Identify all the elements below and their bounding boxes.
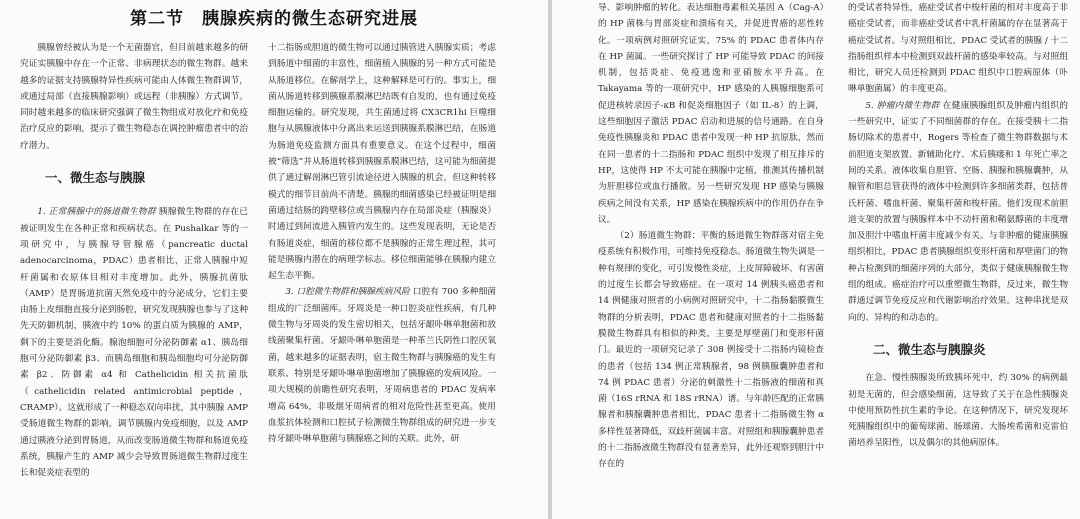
paragraph: 胰腺微生物群的存在已被证明发生在各种正常和疾病状态。在 Pushalkar 等的一项研究中，与胰腺导管腺癌（pancreatic ductal adenocarcinoma，PDAC）患者相比，正常人胰腺中短杆菌属和衣原体目相对丰度增加。此外，胰腺抗菌肽（AMP）是胃肠道抗菌天然免疫中的分泌成分，它们主要由肠上皮细胞直接分泌到肠腔，研究发现胰腺也参与了这种先天防御机制，胰液中约 10% 的蛋白质为胰腺的 AMP，剩下的主要是消化酶。腺泡细胞可分泌防御素 α1、胰岛细胞可分泌防御素 β3、而胰岛细胞和胰岛细胞均可分泌防御素 β2、防御素 α4 和 Cathelicidin 相关抗菌肽（cathelicidin related antimicrobial peptide，CRAMP）。这就形成了一种稳态双向串扰，其中胰腺 AMP 受肠道微生物群的影响，调节胰腺内免疫细胞，以及 AMP 通过胰液分泌到胃肠道，从而改变肠道微生物群和肠道免疫系统，胰腺产生的 AMP 减少会导致胃肠道微生物群过度生长和促炎症表型的 xyxy=(20,207,248,479)
intro-paragraph: 胰腺曾经被认为是一个无菌器官，但目前越来越多的研究证实胰腺中存在一个正常、非病理状态的微生物群。越来越多的证据支持胰腺特异性疾病可能由人体微生物群调节，或通过局部（直接胰腺影响）或远程（非胰腺）方式调节。同时越来越多的临床研究强调了微生物组成对放化疗和免疫治疗反应的影响，提示了微生物稳态在调控肿瘤患者中的治疗潜力。 xyxy=(20,43,248,151)
column-2 xyxy=(268,40,496,447)
paragraph: 在急、慢性胰腺炎所致胰坏死中，约 30% 的病例最初是无菌的，但会感染细菌，这导致了关于在急性胰腺炎中使用预防性抗生素的争论。在这种情况下，研究发现坏死胰腺组织中的葡萄球菌、肠球菌、大肠埃希菌和克雷伯菌培养呈阳性，以及偶尔的其他病原体。 xyxy=(848,373,1068,449)
paragraph: 的受试者特异性，癌症受试者中梭杆菌的相对丰度高于非癌症受试者，而非癌症受试者中乳杆菌属的存在显著高于癌症受试者。与对照组相比，PDAC 受试者的胰腺 / 十二指肠组织样本中检测到双歧杆菌的感染率较高。与对照组相比，研究人员还检测到 PDAC 组织中口腔病原体（卟啉单胞菌属）的丰度更高。 xyxy=(848,3,1068,95)
column-1 xyxy=(20,40,248,481)
paragraph: 在健康胰腺组织及肿瘤内组织的一些研究中，证实了不同细菌群的存在。在接受胰十二指肠切除术的患者中，Rogers 等检查了微生物群数据与术前胆道支架放置、新辅助化疗、术后胰瘘和 1 年死亡率之间的关系。液体收集自胆管、空肠、胰腺和胰腺囊肿，从腺管和胆总管获得的液体中检测到许多细菌类群，包括普氏杆菌、嗜血杆菌、聚集杆菌和梭杆菌。他们发现术前胆道支架的放置与胰腺样本中不动杆菌和鞘氨醇菌的丰度增加及胆汁中嗜血杆菌丰度减少有关。与非肿瘤的健康胰腺组织相比，PDAC 患者胰腺组织变形杆菌和厚壁菌门的物种占检测到的细菌序列的大部分，类似于健康胰腺微生物组的组成。癌症治疗可以重塑微生物群，反过来，微生物群通过调节免疫反应和代谢影响治疗效果。这种串扰是双向的、异构的和动态的。 xyxy=(848,100,1068,323)
column-3 xyxy=(598,0,824,473)
heading-microecology-pancreatitis: 二、微生态与胰腺炎 xyxy=(873,341,986,357)
section-title: 第二节 胰腺疾病的微生态研究进展 xyxy=(130,9,418,29)
subheading-normal-pancreas: 1. 正常胰腺中的肠道微生物群 xyxy=(37,207,156,218)
paragraph: （2）肠道微生物群：平衡的肠道微生物群落对宿主免疫系统有积极作用，可维持免疫稳态。肠道微生物失调是一种有规律的变化，可引发慢性炎症，上皮屏障破坏、有害菌的过度生长都会导致癌症。在一项对 14 例胰头癌患者和 14 例健康对照者的小病例对照研究中，十二指肠黏膜微生物群的分析表明，PDAC 患者和健康对照者的十二指肠黏膜微生物群具有相似的种类，主要是厚壁菌门和变形杆菌门。最近的一项研究记录了 308 例接受十二指肠内镜检查的患者（包括 134 例正常胰腺者，98 例胰腺囊肿患者和 74 例 PDAC 患者）分泌的刺激性十二指肠液的细菌和真菌（16S rRNA 和 18S rRNA）谱。与年龄匹配的正常胰腺者和胰腺囊肿患者相比，PDAC 患者十二指肠微生物 α 多样性显著降低，双歧杆菌属丰富。对照组和胰腺囊肿患者的十二指肠液微生物群没有显著差异，此外还观察到胆汁中存在的 xyxy=(598,231,824,470)
heading-microecology-pancreas: 一、微生态与胰腺 xyxy=(45,170,146,186)
paragraph: 导、影响肿瘤的转化。表达细胞毒素相关基因 A（Cag-A）的 HP 菌株与胃部炎症和溃疡有关，并促进胃癌的恶性转化。一项病例对照研究证实，75% 的 PDAC 患者体内存在 HP 菌属。一些研究探讨了 HP 可能导致 PDAC 的间接机制，包括炎症、免疫逃逸和亚硝胺水平升高。在 Takayama 等的一项研究中，HP 感染的人胰腺细胞系可促进核转录因子-κB 和促炎细胞因子（如 IL-8）的上调，这些细胞因子激活 PDAC 启动和进展的信号通路。在自身免疫性胰腺炎和 PDAC 患者中发现一种 HP 抗原肽，然而在同一患者的十二指肠和 PDAC 组织中发现了相互排斥的 HP，这使得 HP 不太可能在胰腺中定植，推测其传播机制为肝胆移位或血行播散。另一些研究发现 HP 感染与胰腺疾病之间没有关系，HP 感染在胰腺疾病中的作用仍存在争议。 xyxy=(598,3,824,225)
paragraph: 十二指肠或胆道的微生物可以通过胰管进入胰腺实质；考虑到肠道中细菌的丰富性，细菌植入胰腺的另一种方式可能是从肠道移位。在解剖学上，这种解释是可行的。事实上，细菌从肠道转移到胰腺系膜淋巴结既有自发的，也有通过免疫细胞运输的。研究发现，共生菌通过将 CX3CR1hi 巨噬细胞与从胰腺液体中分离出来运送到胰腺系膜淋巴结，在肠道为肠道免疫监测方面具有重要意义。在这个过程中，细菌被“筛选”并从肠道转移到胰腺系膜淋巴结，这可能为细菌提供了通过解剖淋巴管引流途径进入胰腺的机会，但这种转移模式的细节目前尚不清楚。胰腺的细菌感染已经被证明是细菌通过结肠的跨壁移位或当胰腺内存在局部炎症（胰腺炎）时通过到间流进入胰管内发生的。这些发现表明，无论是否有肠道炎症，细菌的移位都不是胰腺的正常生理过程，其可能是胰腺内潜在的病理学标志。移位细菌能够在胰腺内建立起生态平衡。 xyxy=(268,43,496,282)
column-4 xyxy=(848,0,1068,452)
subheading-intratumoral: 5. 肿瘤内微生物群 xyxy=(865,100,940,111)
subheading-oral-microbiota: 3. 口腔微生物群和胰腺疾病风险 xyxy=(285,287,410,298)
paragraph: 口腔有 700 多种细菌组成的广泛细菌库。牙周炎是一种口腔炎症性疾病，有几种微生物与牙周炎的发生密切相关，包括牙龈卟啉单胞菌和放线菌聚集杆菌。牙龈卟啉单胞菌是一种革兰氏阴性口腔厌氧菌，越来越多的证据表明，宿主微生物群与胰腺癌的发生有联系，特别是牙龈卟啉单胞菌增加了胰腺癌的发病风险。一项大规模的前瞻性研究表明，牙周病患者的 PDAC 发病率增高 64%，非吸烟牙周病者的相对危险性甚至更高。使用血浆抗体检测和口腔拭子检测微生物群组成的研究进一步支持牙龈卟啉单胞菌与胰腺癌之间的关联。此外，研 xyxy=(268,287,497,445)
